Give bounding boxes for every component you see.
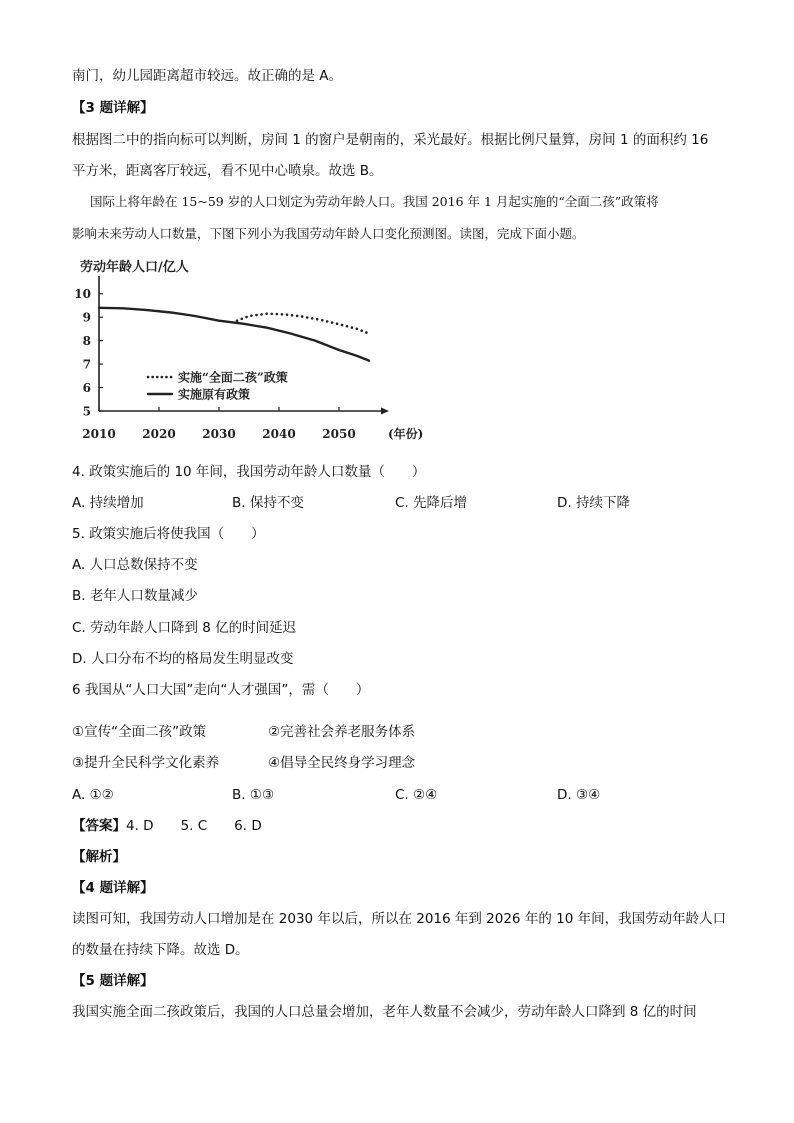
- chart-axes: [74, 276, 423, 441]
- x-tick-label: 2040: [262, 427, 296, 441]
- q6-stem: 6 我国从“人口大国”走向“人才强国”，需（ ）: [72, 682, 370, 698]
- answer-row: [72, 816, 262, 836]
- q5-option-d[interactable]: D. 人口分布不均的格局发生明显改变: [72, 651, 294, 667]
- q6-option-b[interactable]: B. ①③: [232, 787, 275, 803]
- legend-label-original: 实施原有政策: [178, 387, 251, 402]
- text-line-4: 平方米，距离客厅较远，看不见中心喷泉。故选 B。: [72, 163, 383, 179]
- q4-option-d[interactable]: D. 持续下降: [557, 495, 630, 511]
- text-line-3: 根据图二中的指向标可以判断，房间 1 的窗户是朝南的，采光最好。根据比例尺量算，房间 1 的面积约 16: [72, 132, 709, 148]
- q5-option-b[interactable]: B. 老年人口数量减少: [72, 588, 198, 604]
- q5-option-c[interactable]: C. 劳动年龄人口降到 8 亿的时间延迟: [72, 620, 297, 636]
- y-tick-label: 8: [82, 334, 91, 349]
- q4-option-a[interactable]: A. 持续增加: [72, 495, 144, 511]
- x-tick-label: 2010: [82, 427, 116, 441]
- chart-series: [99, 308, 369, 361]
- y-tick-label: 10: [74, 287, 91, 302]
- q4-option-c[interactable]: C. 先降后增: [395, 495, 468, 511]
- intro-line-2: 影响未来劳动人口数量，下图下列小为我国劳动年龄人口变化预测图。读图，完成下面小题。: [72, 226, 585, 241]
- series-two-child-policy-line: [237, 314, 369, 334]
- heading-q5-detail: 【5 题详解】: [72, 973, 154, 989]
- q5-option-a[interactable]: A. 人口总数保持不变: [72, 557, 198, 573]
- analysis-q4-line-2: 的数量在持续下降。故选 D。: [72, 942, 249, 958]
- q6-statement-3: ③提升全民科学文化素养: [72, 755, 220, 771]
- x-tick-label: 2030: [202, 427, 236, 441]
- q6-statement-1: ①宣传“全面二孩”政策: [72, 724, 207, 740]
- series-original-policy-line: [99, 308, 369, 361]
- analysis-q5-line-1: 我国实施全面二孩政策后，我国的人口总量会增加，老年人数量不会减少，劳动年龄人口降到 8 亿的时间: [72, 1004, 697, 1020]
- heading-q4-detail: 【4 题详解】: [72, 880, 154, 896]
- heading-q3-detail: 【3 题详解】: [72, 100, 154, 116]
- q4-option-b[interactable]: B. 保持不变: [232, 495, 304, 511]
- intro-line-1: 国际上将年龄在 15~59 岁的人口划定为劳动年龄人口。我国 2016 年 1 月起实施的“全面二孩”政策将: [90, 194, 659, 209]
- q6-option-a[interactable]: A. ①②: [72, 787, 114, 803]
- text-line-1: 南门，幼儿园距离超市较远。故正确的是 A。: [72, 68, 343, 84]
- labor-population-chart: [72, 252, 442, 447]
- y-tick-label: 7: [82, 357, 91, 372]
- q6-option-c[interactable]: C. ②④: [395, 787, 438, 803]
- x-axis-arrow: [381, 408, 389, 415]
- answer-label: 【答案】: [72, 818, 126, 834]
- chart-xlabel: (年份): [388, 427, 424, 441]
- answer-values: 4. D 5. C 6. D: [126, 818, 262, 834]
- q4-stem: 4. 政策实施后的 10 年间，我国劳动年龄人口数量（ ）: [72, 464, 426, 480]
- analysis-label: 【解析】: [72, 849, 126, 865]
- chart-ylabel: 劳动年龄人口/亿人: [80, 260, 189, 275]
- q5-stem: 5. 政策实施后将使我国（ ）: [72, 526, 265, 542]
- analysis-q4-line-1: 读图可知，我国劳动人口增加是在 2030 年以后，所以在 2016 年到 2026 年的 10 年间，我国劳动年龄人口: [72, 911, 727, 927]
- q6-statement-4: ④倡导全民终身学习理念: [268, 755, 416, 771]
- y-tick-label: 9: [82, 310, 91, 325]
- y-tick-label: 5: [82, 404, 91, 419]
- x-tick-label: 2050: [322, 427, 356, 441]
- x-tick-label: 2020: [142, 427, 176, 441]
- y-tick-label: 6: [82, 381, 91, 396]
- legend-label-two-child: 实施“全面二孩”政策: [178, 370, 288, 385]
- chart-legend: [148, 370, 288, 402]
- q6-statement-2: ②完善社会养老服务体系: [268, 724, 416, 740]
- q6-option-d[interactable]: D. ③④: [557, 787, 601, 803]
